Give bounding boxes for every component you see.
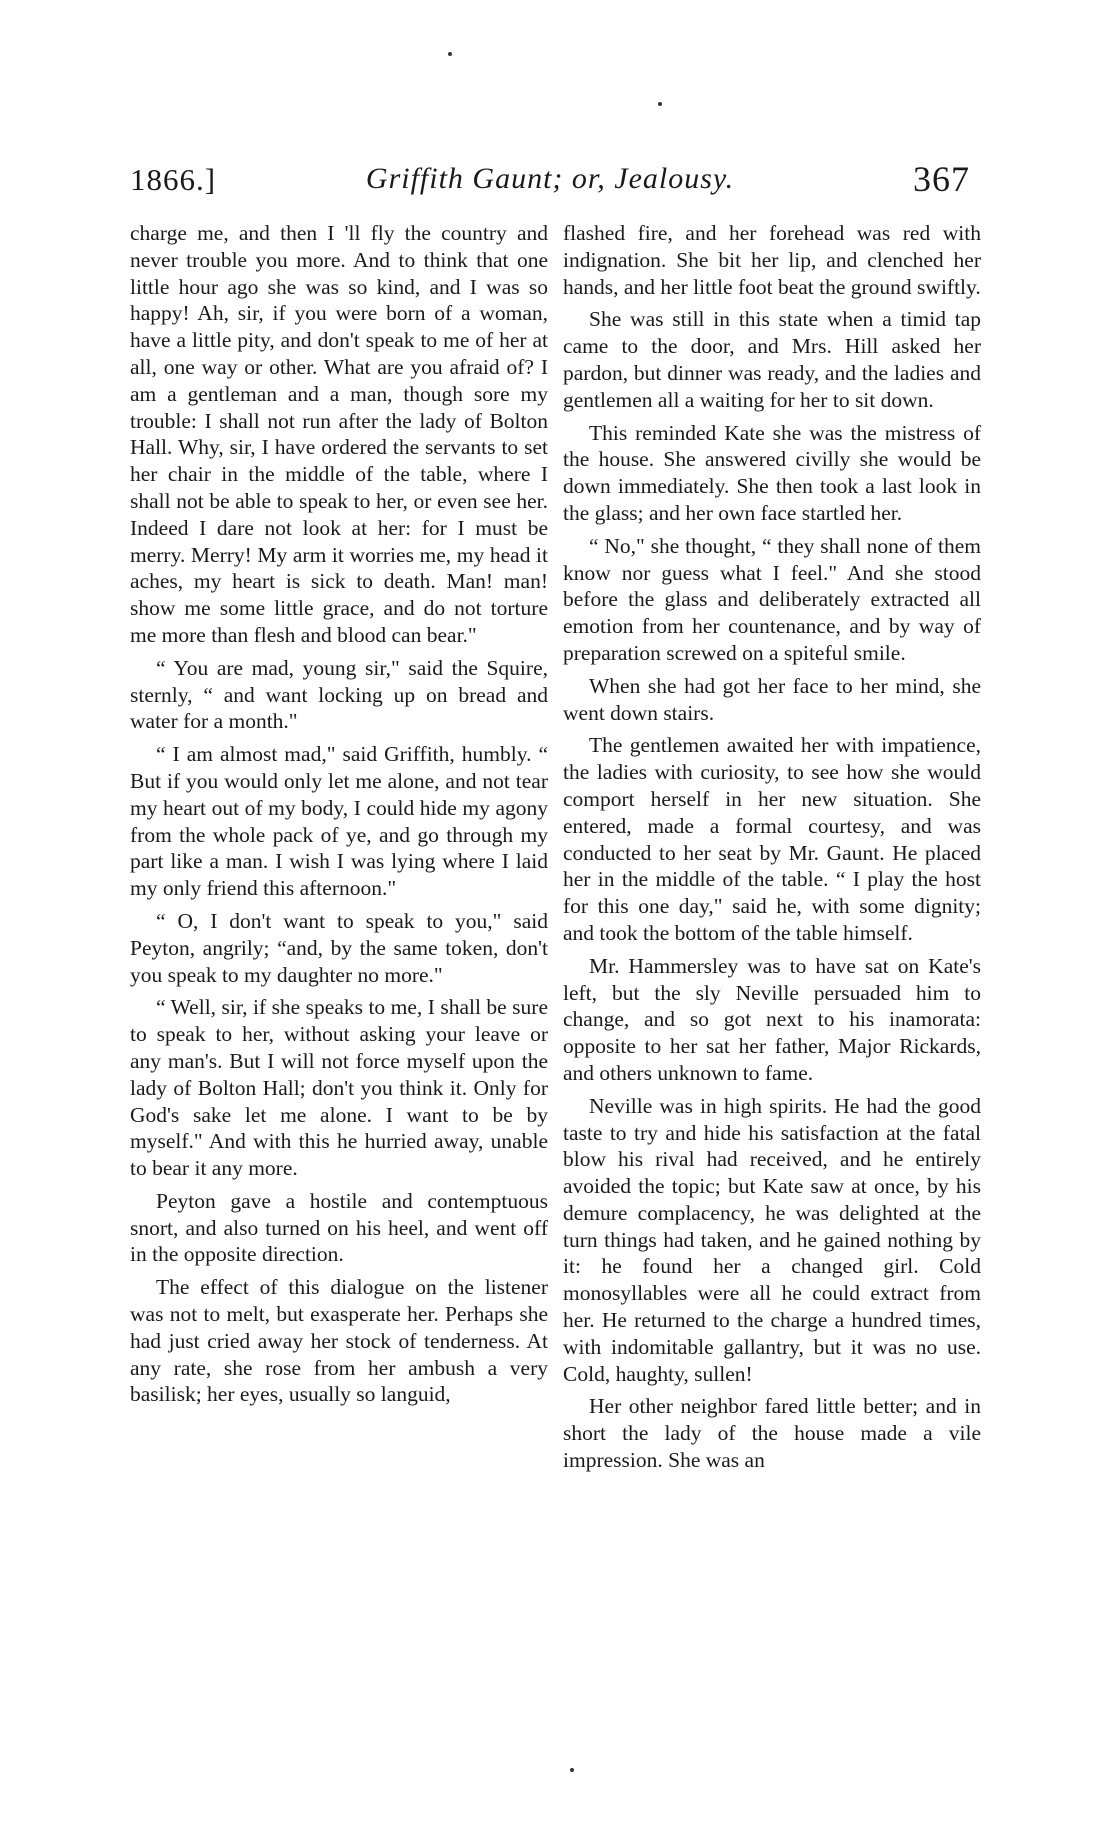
right-column bbox=[563, 220, 981, 1480]
print-speck bbox=[658, 102, 662, 106]
paragraph: She was still in this state when a timid tap came to the door, and Mrs. Hill asked her pardon, but dinner was ready, and the ladies and gentlemen all a waiting for her to sit down. bbox=[563, 307, 981, 412]
print-speck bbox=[448, 52, 452, 56]
running-header bbox=[130, 159, 970, 206]
paragraph: Peyton gave a hostile and contemptuous snort, and also turned on his heel, and went off in the opposite direction. bbox=[130, 1188, 548, 1267]
paragraph: “ You are mad, young sir," said the Squire, sternly, “ and want locking up on bread and water for a month." bbox=[130, 655, 548, 734]
paragraph: Mr. Hammersley was to have sat on Kate's left, but the sly Neville persuaded him to change, and so got next to his inamorata: opposite to her sat her father, Major Rickards, and others unknown to fame. bbox=[563, 953, 981, 1085]
header-title: Griffith Gaunt; or, Jealousy. bbox=[365, 162, 735, 195]
paragraph: When she had got her face to her mind, she went down stairs. bbox=[563, 673, 981, 725]
paragraph: The effect of this dialogue on the listener was not to melt, but exasperate her. Perhaps she had just cried away her stock of tenderness. At any rate, she rose from her ambush a very basilisk; her eyes, usually so languid, bbox=[130, 1275, 548, 1407]
paragraph: charge me, and then I 'll fly the country and never trouble you more. And to think that one little hour ago she was so kind, and I was so happy! Ah, sir, if you were born of a woman, have a little pity, and don't speak to me of her at all, one way or other. What are you afraid of? I am a gentleman and a man, though sore my trouble: I shall not run after the lady of Bolton Hall. Why, sir, I have ordered the servants to set her chair in the middle of the table, where I shall not be able to speak to her, or even see her. Indeed I dare not look at her: for I must be merry. Merry! My arm it worries me, my head it aches, my heart is sick to death. Man! man! show me some little grace, and do not torture me more than flesh and blood can bear." bbox=[130, 221, 548, 647]
page-number: 367 bbox=[913, 159, 970, 199]
header-year: 1866.] bbox=[130, 162, 217, 197]
paragraph: The gentlemen awaited her with impatience, the ladies with curiosity, to see how she would comport herself in her new situation. She entered, made a formal courtesy, and was conducted to her seat by Mr. Gaunt. He placed her in the middle of the table. “ I play the host for this one day," said he, with some dignity; and took the bottom of the table himself. bbox=[563, 733, 981, 945]
print-speck bbox=[570, 1768, 574, 1772]
paragraph: This reminded Kate she was the mistress of the house. She answered civilly she would be down immediately. She then took a last look in the glass; and her own face startled her. bbox=[563, 420, 981, 525]
paragraph: flashed fire, and her forehead was red with indignation. She bit her lip, and clenched her hands, and her little foot beat the ground swiftly. bbox=[563, 221, 981, 299]
paragraph: “ Well, sir, if she speaks to me, I shall be sure to speak to her, without asking your leave or any man's. But I will not force myself upon the lady of Bolton Hall; don't you think it. Only for God's sake let me alone. I want to be by myself." And with this he hurried away, unable to bear it any more. bbox=[130, 995, 548, 1181]
paragraph: Neville was in high spirits. He had the good taste to try and hide his satisfaction at the fatal blow his rival had received, and he entirely avoided the topic; but Kate saw at once, by his demure complacency, he was delighted at the turn things had taken, and he gained nothing by it: he found her a changed girl. Cold monosyllables were all he could extract from her. He returned to the charge a hundred times, with indomitable gallantry, but it was no use. Cold, haughty, sullen! bbox=[563, 1093, 981, 1386]
paragraph: Her other neighbor fared little better; and in short the lady of the house made a vile impression. She was an bbox=[563, 1394, 981, 1473]
left-column bbox=[130, 220, 548, 1414]
paragraph: “ I am almost mad," said Griffith, humbly. “ But if you would only let me alone, and not tear my heart out of my body, I could hide my agony from the whole pack of ye, and go through my part like a man. I wish I was lying where I laid my only friend this afternoon." bbox=[130, 742, 548, 901]
paragraph: “ O, I don't want to speak to you," said Peyton, angrily; “and, by the same token, don't you speak to my daughter no more." bbox=[130, 908, 548, 987]
paragraph: “ No," she thought, “ they shall none of them know nor guess what I feel." And she stood before the glass and deliberately extracted all emotion from her countenance, and by way of preparation screwed on a spiteful smile. bbox=[563, 533, 981, 665]
